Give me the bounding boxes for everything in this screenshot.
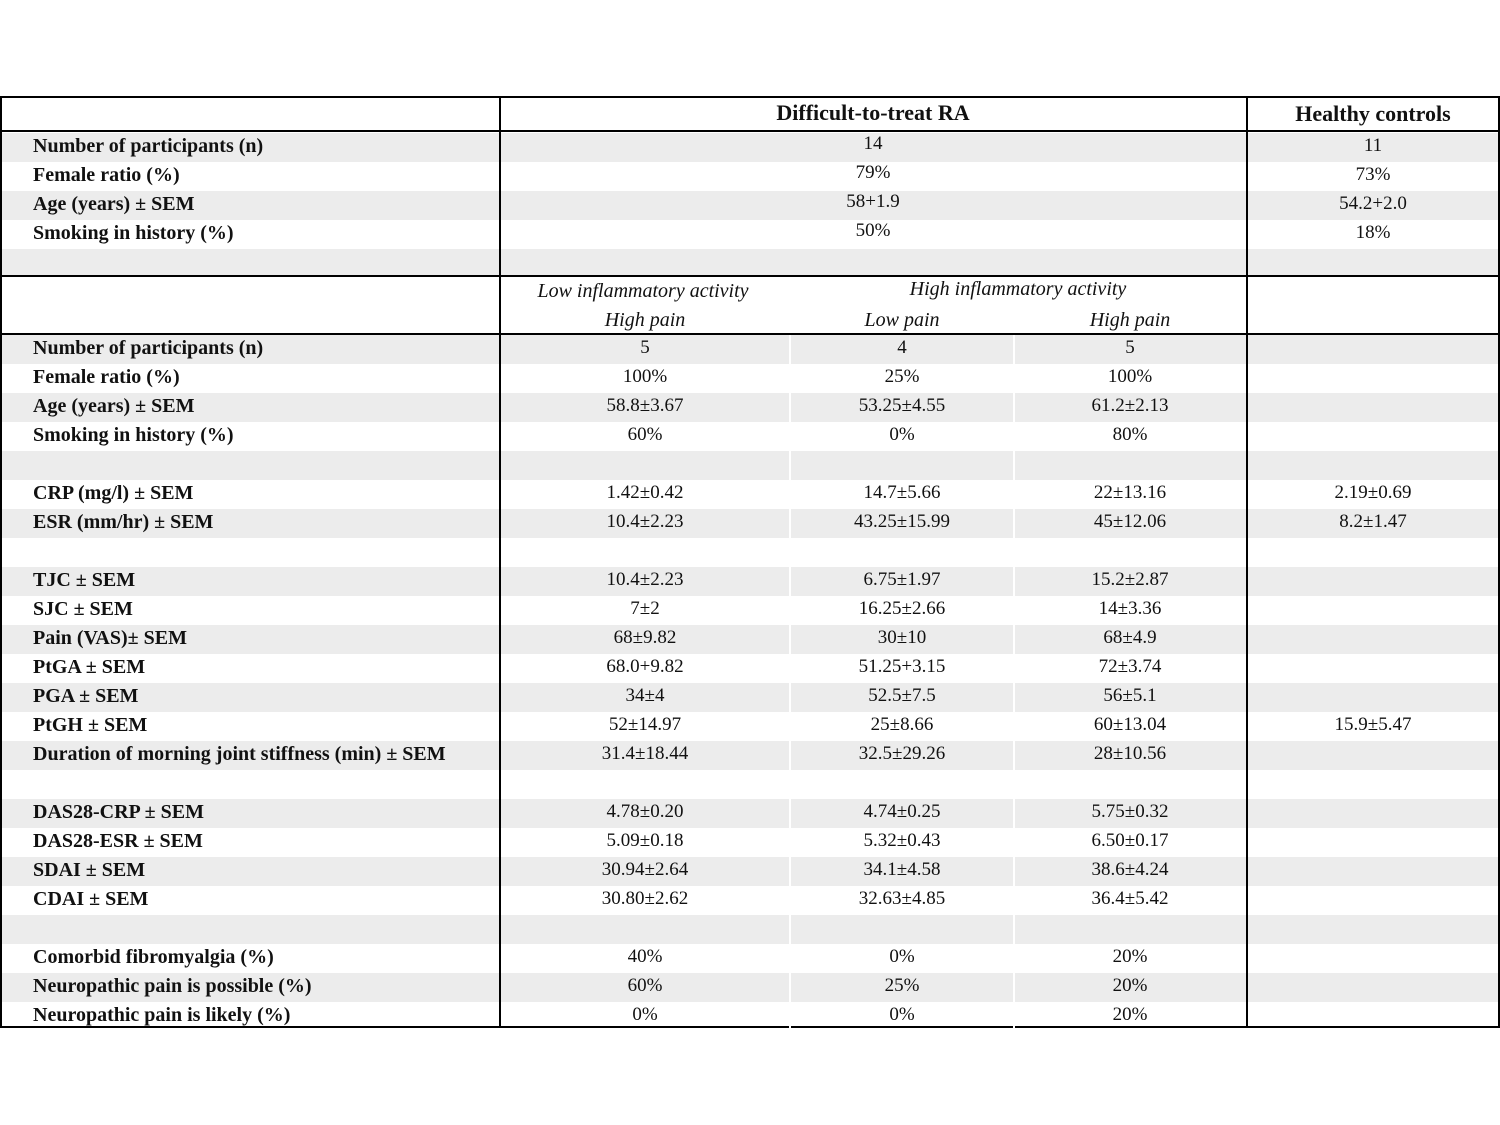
row-label: Neuropathic pain is possible (%) bbox=[33, 975, 312, 997]
col1-value: 60% bbox=[627, 975, 663, 996]
subgroup-col1-label: High pain bbox=[604, 309, 686, 331]
col1-value: 10.4±2.23 bbox=[606, 511, 684, 532]
col3-value: 20% bbox=[1112, 975, 1148, 996]
col1-value: 58.8±3.67 bbox=[606, 395, 684, 416]
hc-value: 2.19±0.69 bbox=[1334, 482, 1412, 503]
hc-value: 11 bbox=[1363, 135, 1383, 156]
col2-value: 25±8.66 bbox=[870, 714, 934, 735]
hc-value: 18% bbox=[1355, 222, 1391, 243]
col3-value: 5.75±0.32 bbox=[1091, 801, 1169, 822]
spacer-row bbox=[2, 451, 1498, 480]
col2-value: 0% bbox=[889, 1004, 915, 1025]
subgroup-high-inflammatory: High inflammatory activity bbox=[909, 278, 1127, 300]
cell-gap bbox=[789, 915, 791, 944]
cell-gap bbox=[789, 451, 791, 480]
row-label: DAS28-ESR ± SEM bbox=[33, 830, 203, 852]
col3-value: 20% bbox=[1112, 1004, 1148, 1025]
subgroup-col3-label: High pain bbox=[1089, 309, 1171, 331]
col2-value: 43.25±15.99 bbox=[854, 511, 950, 532]
col2-value: 32.5±29.26 bbox=[858, 743, 946, 764]
col2-value: 6.75±1.97 bbox=[863, 569, 941, 590]
col1-value: 30.94±2.64 bbox=[601, 859, 689, 880]
col1-value: 1.42±0.42 bbox=[606, 482, 684, 503]
col1-value: 68.0+9.82 bbox=[606, 656, 684, 677]
subgroup-top-divider bbox=[2, 275, 1498, 277]
cell-gap bbox=[1013, 799, 1015, 828]
cell-gap bbox=[1013, 886, 1015, 915]
col2-value: 53.25±4.55 bbox=[858, 395, 946, 416]
col1-value: 5.09±0.18 bbox=[606, 830, 684, 851]
row-label: SDAI ± SEM bbox=[33, 859, 146, 881]
cell-gap bbox=[789, 596, 791, 625]
cell-gap bbox=[1013, 857, 1015, 886]
ra-value: 58+1.9 bbox=[846, 191, 900, 212]
col2-value: 34.1±4.58 bbox=[863, 859, 941, 880]
col2-value: 4.74±0.25 bbox=[863, 801, 941, 822]
col1-value: 34±4 bbox=[625, 685, 665, 706]
cell-gap bbox=[1013, 451, 1015, 480]
table-row bbox=[2, 973, 1498, 1002]
col3-value: 36.4±5.42 bbox=[1091, 888, 1169, 909]
cell-gap bbox=[789, 654, 791, 683]
col3-value: 56±5.1 bbox=[1103, 685, 1157, 706]
table-row bbox=[2, 741, 1498, 770]
row-label: SJC ± SEM bbox=[33, 598, 133, 620]
row-label: Neuropathic pain is likely (%) bbox=[33, 1004, 291, 1026]
col2-value: 14.7±5.66 bbox=[863, 482, 941, 503]
col3-value: 28±10.56 bbox=[1093, 743, 1167, 764]
col3-value: 61.2±2.13 bbox=[1091, 395, 1169, 416]
spacer-row bbox=[2, 915, 1498, 944]
row-label: Comorbid fibromyalgia (%) bbox=[33, 946, 274, 968]
cell-gap bbox=[1013, 741, 1015, 770]
col1-value: 4.78±0.20 bbox=[606, 801, 684, 822]
row-label: CRP (mg/l) ± SEM bbox=[33, 482, 194, 504]
col1-value: 0% bbox=[632, 1004, 658, 1025]
col1-value: 5 bbox=[640, 337, 650, 358]
cell-gap bbox=[789, 393, 791, 422]
hc-value: 54.2+2.0 bbox=[1339, 193, 1407, 214]
cell-gap bbox=[1013, 335, 1015, 364]
table-row bbox=[2, 625, 1498, 654]
col2-value: 0% bbox=[889, 946, 915, 967]
col3-value: 38.6±4.24 bbox=[1091, 859, 1169, 880]
row-label: Female ratio (%) bbox=[33, 366, 180, 388]
cell-gap bbox=[1013, 509, 1015, 538]
col3-value: 15.2±2.87 bbox=[1091, 569, 1169, 590]
ra-value: 14 bbox=[863, 133, 883, 154]
cell-gap bbox=[789, 538, 791, 567]
row-label: Smoking in history (%) bbox=[33, 424, 234, 446]
spacer-row bbox=[2, 538, 1498, 567]
col1-value: 10.4±2.23 bbox=[606, 569, 684, 590]
col3-value: 80% bbox=[1112, 424, 1148, 445]
row-label: TJC ± SEM bbox=[33, 569, 136, 591]
column-divider-label bbox=[499, 98, 501, 1026]
table-row bbox=[2, 654, 1498, 683]
summary-row bbox=[2, 162, 1498, 191]
column-divider-healthy bbox=[1246, 98, 1248, 1026]
row-label: PtGH ± SEM bbox=[33, 714, 148, 736]
cell-gap bbox=[1013, 654, 1015, 683]
col1-value: 60% bbox=[627, 424, 663, 445]
ra-value: 50% bbox=[855, 220, 891, 241]
cell-gap bbox=[1013, 712, 1015, 741]
row-label: Age (years) ± SEM bbox=[33, 395, 195, 417]
col2-value: 16.25±2.66 bbox=[858, 598, 946, 619]
header-difficult-to-treat-ra: Difficult-to-treat RA bbox=[776, 100, 970, 125]
cell-gap bbox=[789, 480, 791, 509]
table-row bbox=[2, 712, 1498, 741]
row-label: Smoking in history (%) bbox=[33, 222, 234, 244]
row-label: Duration of morning joint stiffness (min) ± SEM bbox=[33, 743, 446, 765]
row-label: Pain (VAS)± SEM bbox=[33, 627, 187, 649]
col2-value: 4 bbox=[897, 337, 907, 358]
col1-value: 68±9.82 bbox=[613, 627, 677, 648]
table-row bbox=[2, 857, 1498, 886]
col2-value: 30±10 bbox=[877, 627, 927, 648]
col2-value: 25% bbox=[884, 975, 920, 996]
cell-gap bbox=[1013, 683, 1015, 712]
table-row bbox=[2, 596, 1498, 625]
subgroup-col2-label: Low pain bbox=[864, 309, 940, 331]
cell-gap bbox=[789, 741, 791, 770]
cell-gap bbox=[789, 712, 791, 741]
row-label: DAS28-CRP ± SEM bbox=[33, 801, 204, 823]
header-healthy-controls: Healthy controls bbox=[1295, 101, 1451, 126]
col3-value: 22±13.16 bbox=[1093, 482, 1167, 503]
spacer-row bbox=[2, 770, 1498, 799]
table-row bbox=[2, 335, 1498, 364]
table-row bbox=[2, 364, 1498, 393]
hc-value: 15.9±5.47 bbox=[1334, 714, 1412, 735]
table-row bbox=[2, 683, 1498, 712]
clinical-characteristics-table bbox=[0, 96, 1500, 1028]
table-row bbox=[2, 1002, 1498, 1031]
col3-value: 5 bbox=[1125, 337, 1135, 358]
cell-gap bbox=[789, 828, 791, 857]
cell-gap bbox=[789, 683, 791, 712]
cell-gap bbox=[789, 770, 791, 799]
cell-gap bbox=[1013, 973, 1015, 1002]
col2-value: 5.32±0.43 bbox=[863, 830, 941, 851]
cell-gap bbox=[789, 944, 791, 973]
summary-row bbox=[2, 133, 1498, 162]
col3-value: 20% bbox=[1112, 946, 1148, 967]
col2-value: 32.63±4.85 bbox=[858, 888, 946, 909]
cell-gap bbox=[1013, 538, 1015, 567]
table-row bbox=[2, 886, 1498, 915]
hc-value: 73% bbox=[1355, 164, 1391, 185]
table-row bbox=[2, 480, 1498, 509]
cell-gap bbox=[789, 625, 791, 654]
col1-value: 31.4±18.44 bbox=[601, 743, 689, 764]
table-row bbox=[2, 799, 1498, 828]
table-row bbox=[2, 567, 1498, 596]
cell-gap bbox=[789, 567, 791, 596]
col1-value: 40% bbox=[627, 946, 663, 967]
cell-gap bbox=[1013, 625, 1015, 654]
cell-gap bbox=[789, 364, 791, 393]
table-row bbox=[2, 422, 1498, 451]
col1-value: 100% bbox=[622, 366, 668, 387]
table-row bbox=[2, 509, 1498, 538]
table-row bbox=[2, 828, 1498, 857]
col3-value: 68±4.9 bbox=[1103, 627, 1157, 648]
row-label: Number of participants (n) bbox=[33, 337, 264, 359]
col3-value: 60±13.04 bbox=[1093, 714, 1167, 735]
summary-row bbox=[2, 191, 1498, 220]
cell-gap bbox=[789, 422, 791, 451]
row-label: PGA ± SEM bbox=[33, 685, 139, 707]
cell-gap bbox=[1013, 944, 1015, 973]
cell-gap bbox=[1013, 422, 1015, 451]
col3-value: 14±3.36 bbox=[1098, 598, 1162, 619]
subgroup-low-inflammatory: Low inflammatory activity bbox=[537, 280, 749, 302]
cell-gap bbox=[789, 886, 791, 915]
cell-gap bbox=[1013, 364, 1015, 393]
cell-gap bbox=[1013, 915, 1015, 944]
col3-value: 45±12.06 bbox=[1093, 511, 1167, 532]
col1-value: 30.80±2.62 bbox=[601, 888, 689, 909]
col3-value: 72±3.74 bbox=[1098, 656, 1162, 677]
cell-gap bbox=[789, 1002, 791, 1031]
col2-value: 25% bbox=[884, 366, 920, 387]
table-row bbox=[2, 944, 1498, 973]
summary-row bbox=[2, 220, 1498, 249]
ra-value: 79% bbox=[855, 162, 891, 183]
summary-spacer-row bbox=[2, 249, 1498, 275]
cell-gap bbox=[1013, 596, 1015, 625]
cell-gap bbox=[1013, 770, 1015, 799]
cell-gap bbox=[1013, 480, 1015, 509]
cell-gap bbox=[1013, 393, 1015, 422]
cell-gap bbox=[789, 973, 791, 1002]
col2-value: 0% bbox=[889, 424, 915, 445]
row-label: CDAI ± SEM bbox=[33, 888, 149, 910]
cell-gap bbox=[1013, 567, 1015, 596]
header-divider bbox=[2, 130, 1498, 132]
cell-gap bbox=[1013, 1002, 1015, 1031]
row-label: Number of participants (n) bbox=[33, 135, 264, 157]
col1-value: 52±14.97 bbox=[608, 714, 682, 735]
col1-value: 7±2 bbox=[630, 598, 660, 619]
cell-gap bbox=[789, 335, 791, 364]
col3-value: 6.50±0.17 bbox=[1091, 830, 1169, 851]
table-row bbox=[2, 393, 1498, 422]
col3-value: 100% bbox=[1107, 366, 1153, 387]
row-label: PtGA ± SEM bbox=[33, 656, 146, 678]
row-label: Female ratio (%) bbox=[33, 164, 180, 186]
cell-gap bbox=[789, 799, 791, 828]
cell-gap bbox=[1013, 828, 1015, 857]
cell-gap bbox=[789, 509, 791, 538]
col2-value: 51.25+3.15 bbox=[858, 656, 946, 677]
hc-value: 8.2±1.47 bbox=[1339, 511, 1407, 532]
row-label: ESR (mm/hr) ± SEM bbox=[33, 511, 214, 533]
col2-value: 52.5±7.5 bbox=[868, 685, 936, 706]
row-label: Age (years) ± SEM bbox=[33, 193, 195, 215]
cell-gap bbox=[789, 857, 791, 886]
